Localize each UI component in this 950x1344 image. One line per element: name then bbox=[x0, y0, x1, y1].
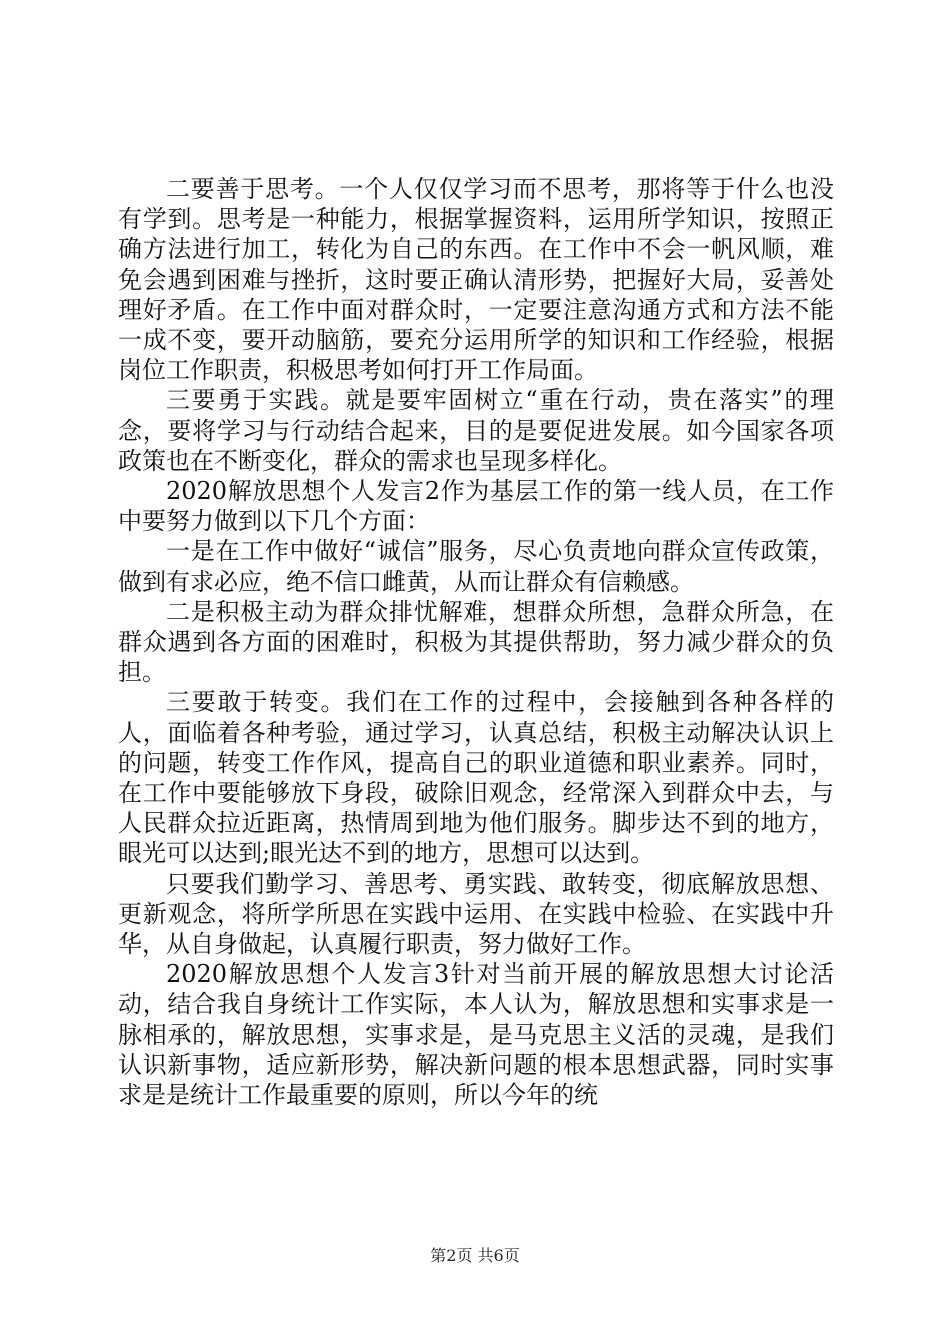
paragraph-speech-2-intro: 2020解放思想个人发言2作为基层工作的第一线人员，在工作中要努力做到以下几个方面： bbox=[118, 477, 834, 536]
paragraph-integrity-service: 一是在工作中做好“诚信”服务，尽心负责地向群众宣传政策，做到有求必应，绝不信口雌黄，从而让群众有信赖感。 bbox=[118, 537, 834, 596]
paragraph-speech-3-intro: 2020解放思想个人发言3针对当前开展的解放思想大讨论活动，结合我自身统计工作实际，本人认为，解放思想和实事求是一脉相承的，解放思想，实事求是，是马克思主义活的灵魂，是我们认识新事物，适应新形势，解决新问题的根本思想武器，同时实事求是是统计工作最重要的原则，所以今年的统 bbox=[118, 960, 834, 1110]
paragraph-practice: 三要勇于实践。就是要牢固树立“重在行动，贵在落实”的理念，要将学习与行动结合起来，目的是要促进发展。如今国家各项政策也在不断变化，群众的需求也呈现多样化。 bbox=[118, 386, 834, 475]
paragraph-dare-to-change: 三要敢于转变。我们在工作的过程中，会接触到各种各样的人，面临着各种考验，通过学习，认真总结，积极主动解决认识上的问题，转变工作作风，提高自己的职业道德和职业素养。同时，在工作中要能够放下身段，破除旧观念，经常深入到群众中去，与人民群众拉近距离，热情周到地为他们服务。脚步达不到的地方，眼光可以达到;眼光达不到的地方，思想可以达到。 bbox=[118, 688, 834, 868]
page-footer: 第2页 共6页 bbox=[430, 1246, 520, 1265]
paragraph-think: 二要善于思考。一个人仅仅学习而不思考，那将等于什么也没有学到。思考是一种能力，根据掌握资料，运用所学知识，按照正确方法进行加工，转化为自己的东西。在工作中不会一帆风顺，难免会遇到困难与挫折，这时要正确认清形势，把握好大局，妥善处理好矛盾。在工作中面对群众时，一定要注意沟通方式和方法不能一成不变，要开动脑筋，要充分运用所学的知识和工作经验，根据岗位工作职责，积极思考如何打开工作局面。 bbox=[118, 175, 834, 385]
paragraph-summary: 只要我们勤学习、善思考、勇实践、敢转变，彻底解放思想、更新观念，将所学所思在实践中运用、在实践中检验、在实践中升华，从自身做起，认真履行职责，努力做好工作。 bbox=[118, 869, 834, 959]
paragraph-help-masses: 二是积极主动为群众排忧解难，想群众所想，急群众所急，在群众遇到各方面的困难时，积极为其提供帮助，努力减少群众的负担。 bbox=[118, 597, 834, 687]
document-body bbox=[118, 174, 834, 1110]
